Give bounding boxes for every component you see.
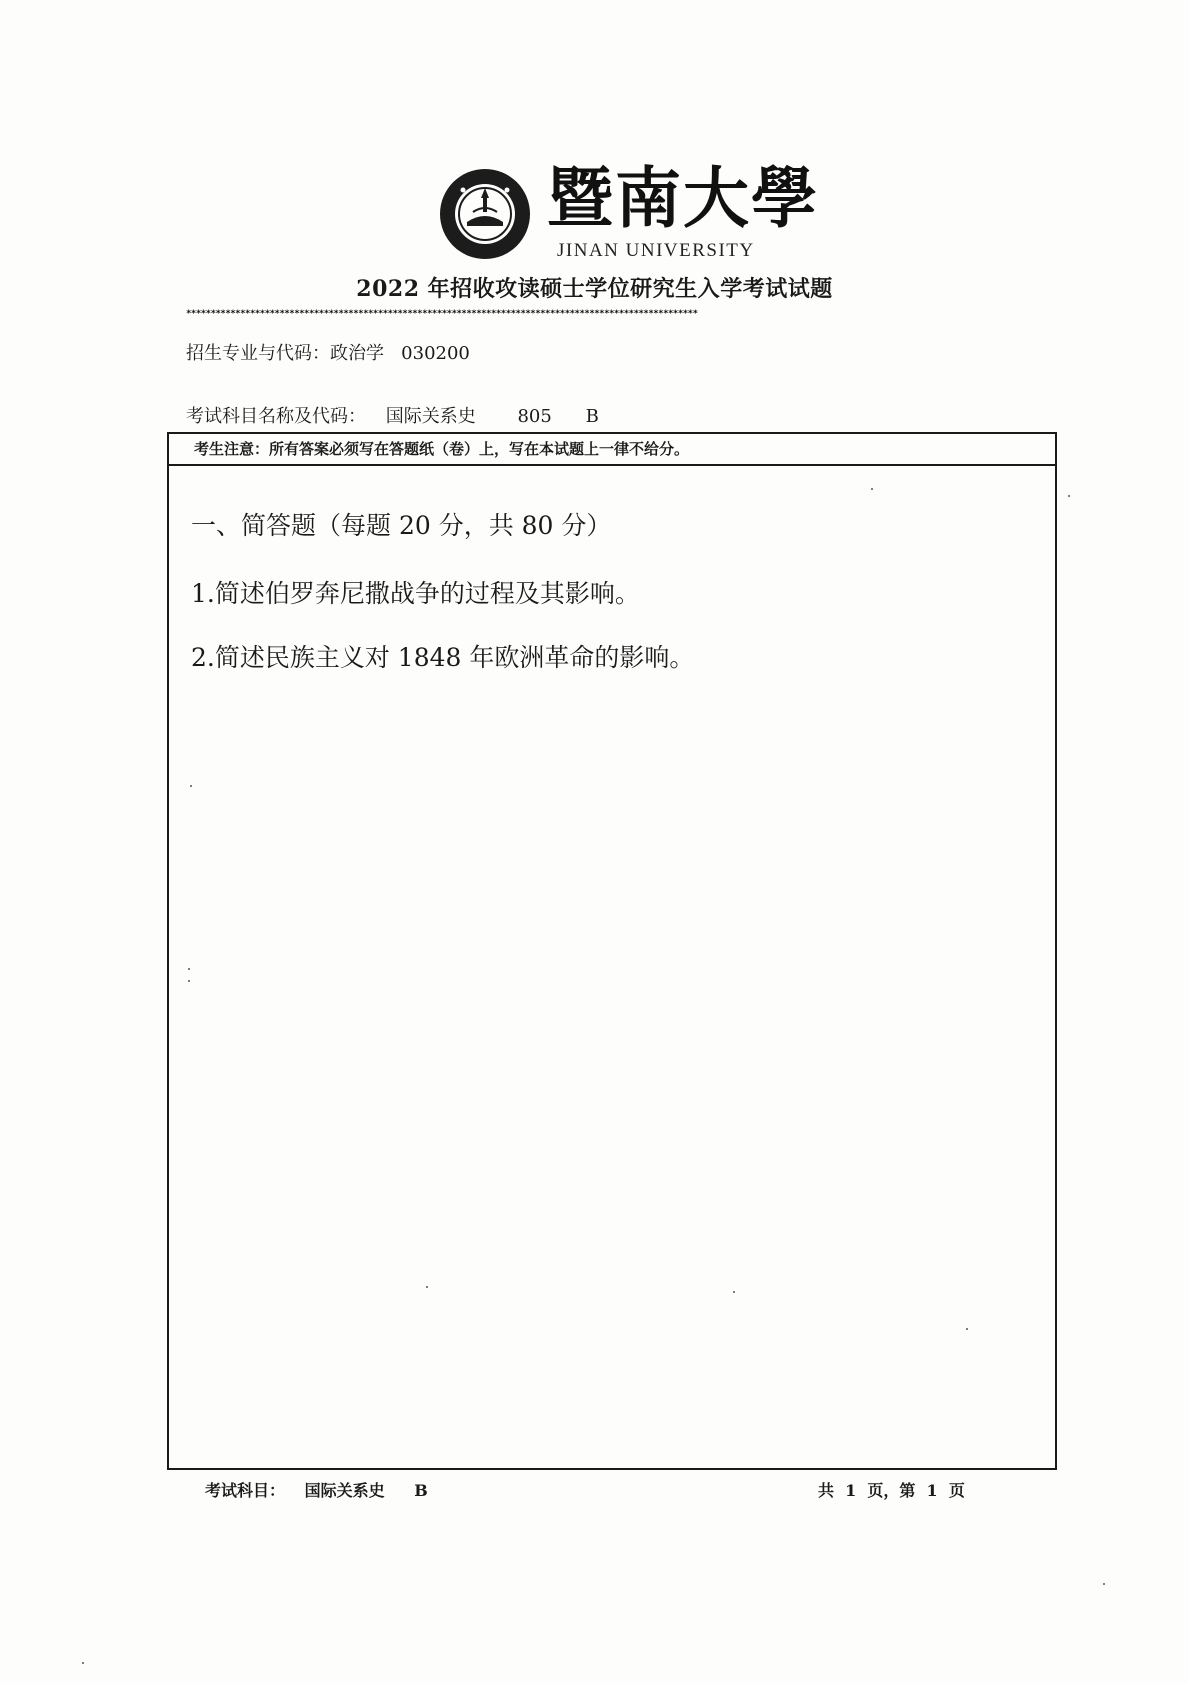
scan-speck bbox=[733, 1291, 735, 1293]
candidate-notice: 考生注意：所有答案必须写在答题纸（卷）上，写在本试题上一律不给分。 bbox=[169, 434, 1055, 466]
scan-speck bbox=[1103, 1583, 1105, 1585]
scan-speck bbox=[188, 968, 190, 970]
scan-speck bbox=[190, 785, 192, 787]
subject-name: 国际关系史 bbox=[385, 406, 476, 427]
section-heading: 一、简答题（每题 20 分，共 80 分） bbox=[191, 511, 612, 540]
scan-speck bbox=[871, 488, 873, 490]
major-line bbox=[186, 339, 470, 365]
footer-subject-label: 考试科目： bbox=[205, 1481, 286, 1500]
scan-speck bbox=[82, 1662, 84, 1664]
footer-subject bbox=[205, 1478, 428, 1501]
star-divider: ******************************************************************************************************** bbox=[186, 309, 698, 319]
exam-question-box bbox=[167, 432, 1057, 1470]
major-value: 政治学 030200 bbox=[330, 343, 470, 364]
scan-speck bbox=[426, 1286, 428, 1288]
paper-version: B bbox=[585, 406, 599, 427]
university-seal-icon bbox=[437, 166, 533, 262]
university-logo bbox=[437, 158, 819, 261]
scan-speck bbox=[1068, 495, 1070, 497]
exam-title: 2022 年招收攻读硕士学位研究生入学考试试题 bbox=[356, 276, 833, 302]
major-label: 招生专业与代码： bbox=[186, 343, 330, 364]
university-name-en: JINAN UNIVERSITY bbox=[557, 240, 755, 261]
question-2: 2.简述民族主义对 1848 年欧洲革命的影响。 bbox=[191, 643, 695, 672]
subject-line bbox=[186, 402, 599, 428]
university-name-cn: 暨南大學 bbox=[547, 159, 819, 237]
subject-code: 805 bbox=[517, 406, 552, 427]
footer-paper-version: B bbox=[414, 1481, 428, 1500]
subject-label: 考试科目名称及代码： bbox=[186, 406, 366, 427]
scan-speck bbox=[966, 1328, 968, 1330]
footer-page-info: 共 1 页，第 1 页 bbox=[818, 1481, 965, 1500]
footer-subject-name: 国际关系史 bbox=[304, 1481, 385, 1500]
scan-speck bbox=[188, 980, 190, 982]
question-1: 1.简述伯罗奔尼撒战争的过程及其影响。 bbox=[191, 579, 640, 608]
